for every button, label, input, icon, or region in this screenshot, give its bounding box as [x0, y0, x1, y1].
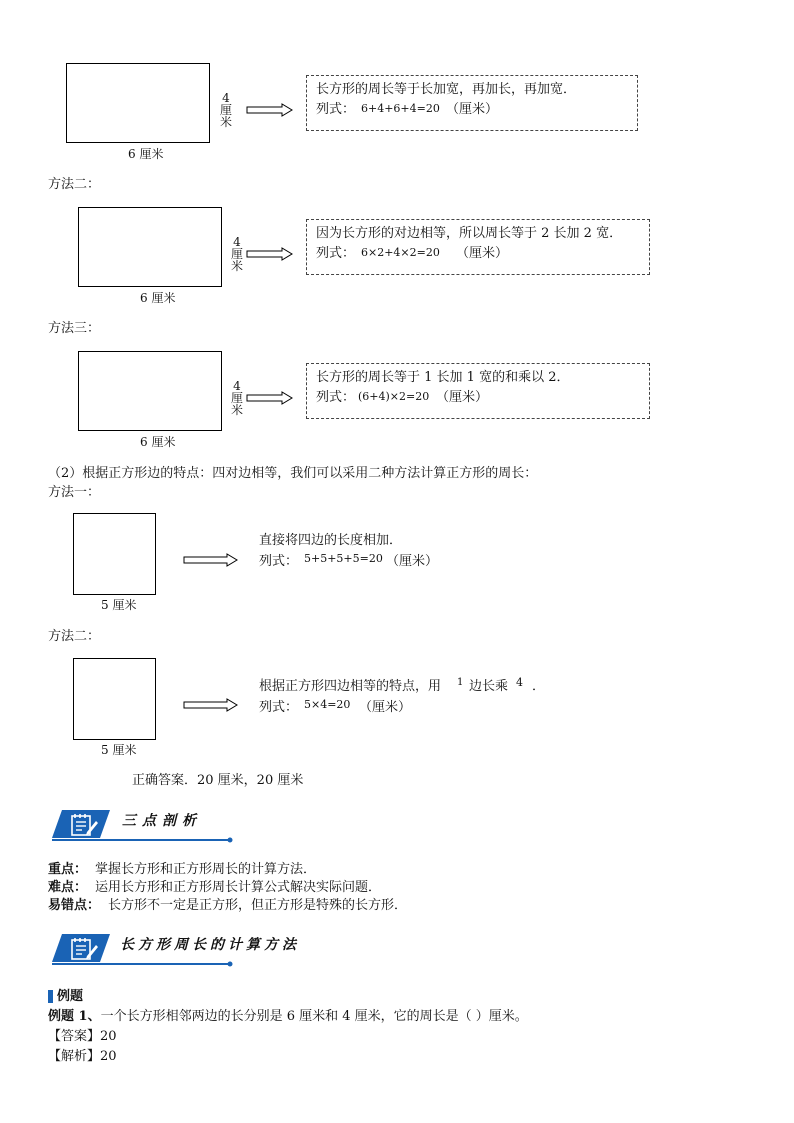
notepad-icon [69, 812, 99, 838]
formula-label: 列式： [316, 246, 356, 261]
formula-label: 列式： [316, 102, 356, 117]
analysis-value: 20 [100, 1049, 117, 1064]
method-heading: 方法二： [48, 177, 101, 192]
answer-label: 【答案】 [48, 1029, 101, 1044]
rectangle-figure [78, 207, 222, 287]
key-point-text: 运用长方形和正方形周长计算公式解决实际问题． [95, 880, 382, 895]
formula: (6+4)×2=20 [358, 390, 430, 403]
explanation-text: 根据正方形四边相等的特点，用 [259, 679, 442, 694]
example-answer [48, 1030, 117, 1043]
formula-unit: （厘米） [386, 554, 439, 569]
explanation-text: 因为长方形的对边相等，所以周长等于 2 长加 2 宽． [316, 226, 623, 241]
bottom-dimension-label: 6 厘米 [140, 291, 176, 305]
bottom-dimension-label: 6 厘米 [140, 435, 176, 449]
rectangle-figure [78, 351, 222, 431]
formula-unit: （厘米） [446, 102, 499, 117]
square-intro-text: （2）根据正方形边的特点：四对边相等，我们可以采用二种方法计算正方形的周长： [48, 466, 538, 481]
formula-unit: （厘米） [359, 700, 412, 715]
formula-unit: （厘米） [436, 390, 489, 405]
explanation-number: 4 [516, 676, 523, 689]
rectangle-figure [66, 63, 210, 143]
formula: 6×2+4×2=20 [361, 246, 440, 259]
analysis-label: 【解析】 [48, 1049, 101, 1064]
question-label: 例题 1、 [48, 1009, 101, 1024]
method-heading: 方法一： [48, 485, 101, 500]
section-marker [48, 990, 53, 1003]
arrow-icon [246, 103, 294, 117]
formula-label: 列式： [316, 390, 356, 405]
bottom-dimension-label: 6 厘米 [128, 147, 164, 161]
key-point-label: 难点： [48, 880, 88, 895]
section-banner [50, 932, 300, 968]
arrow-icon [246, 391, 294, 405]
formula-label: 列式： [259, 700, 299, 715]
side-dimension-label: 4 厘 米 [230, 379, 243, 417]
explanation-text: 长方形的周长等于 1 长加 1 宽的和乘以 2． [316, 370, 570, 385]
formula: 5×4=20 [304, 698, 351, 711]
explanation-number: 1 [457, 677, 464, 688]
arrow-icon [183, 553, 239, 567]
bottom-dimension-label: 5 厘米 [101, 743, 137, 757]
section-label: 例题 [57, 989, 84, 1004]
banner-title: 三点剖析 [122, 813, 202, 829]
section-banner [50, 808, 234, 844]
key-point-text: 掌握长方形和正方形周长的计算方法． [95, 862, 317, 877]
explanation-text: ． [532, 679, 546, 694]
explanation-text: 直接将四边的长度相加． [259, 533, 403, 548]
example-question [48, 1010, 528, 1023]
example-analysis [48, 1050, 117, 1063]
key-point-row [48, 881, 381, 894]
banner-title: 长方形周长的计算方法 [120, 937, 300, 953]
formula-label: 列式： [259, 554, 299, 569]
question-text: 一个长方形相邻两边的长分别是 6 厘米和 4 厘米，它的周长是（ ）厘米。 [100, 1009, 528, 1024]
method-heading: 方法二： [48, 629, 101, 644]
key-point-text: 长方形不一定是正方形，但正方形是特殊的长方形． [108, 898, 408, 913]
key-point-label: 重点： [48, 862, 88, 877]
side-dimension-label: 4 厘 米 [219, 91, 232, 129]
square-figure [73, 658, 156, 740]
key-point-row [48, 899, 407, 912]
formula: 6+4+6+4=20 [361, 102, 440, 115]
formula-unit: （厘米） [456, 246, 509, 261]
arrow-icon [183, 698, 239, 712]
side-dimension-label: 4 厘 米 [230, 235, 243, 273]
correct-answer: 正确答案．20 厘米，20 厘米 [132, 773, 304, 788]
arrow-icon [246, 247, 294, 261]
bottom-dimension-label: 5 厘米 [101, 598, 137, 612]
notepad-icon [69, 936, 99, 962]
method-heading: 方法三： [48, 321, 101, 336]
square-figure [73, 513, 156, 595]
key-point-label: 易错点： [48, 898, 101, 913]
key-point-row [48, 863, 316, 876]
explanation-text: 边长乘 [469, 679, 509, 694]
explanation-text: 长方形的周长等于长加宽，再加长，再加宽． [316, 82, 577, 97]
answer-value: 20 [100, 1029, 117, 1044]
formula: 5+5+5+5=20 [304, 552, 383, 565]
